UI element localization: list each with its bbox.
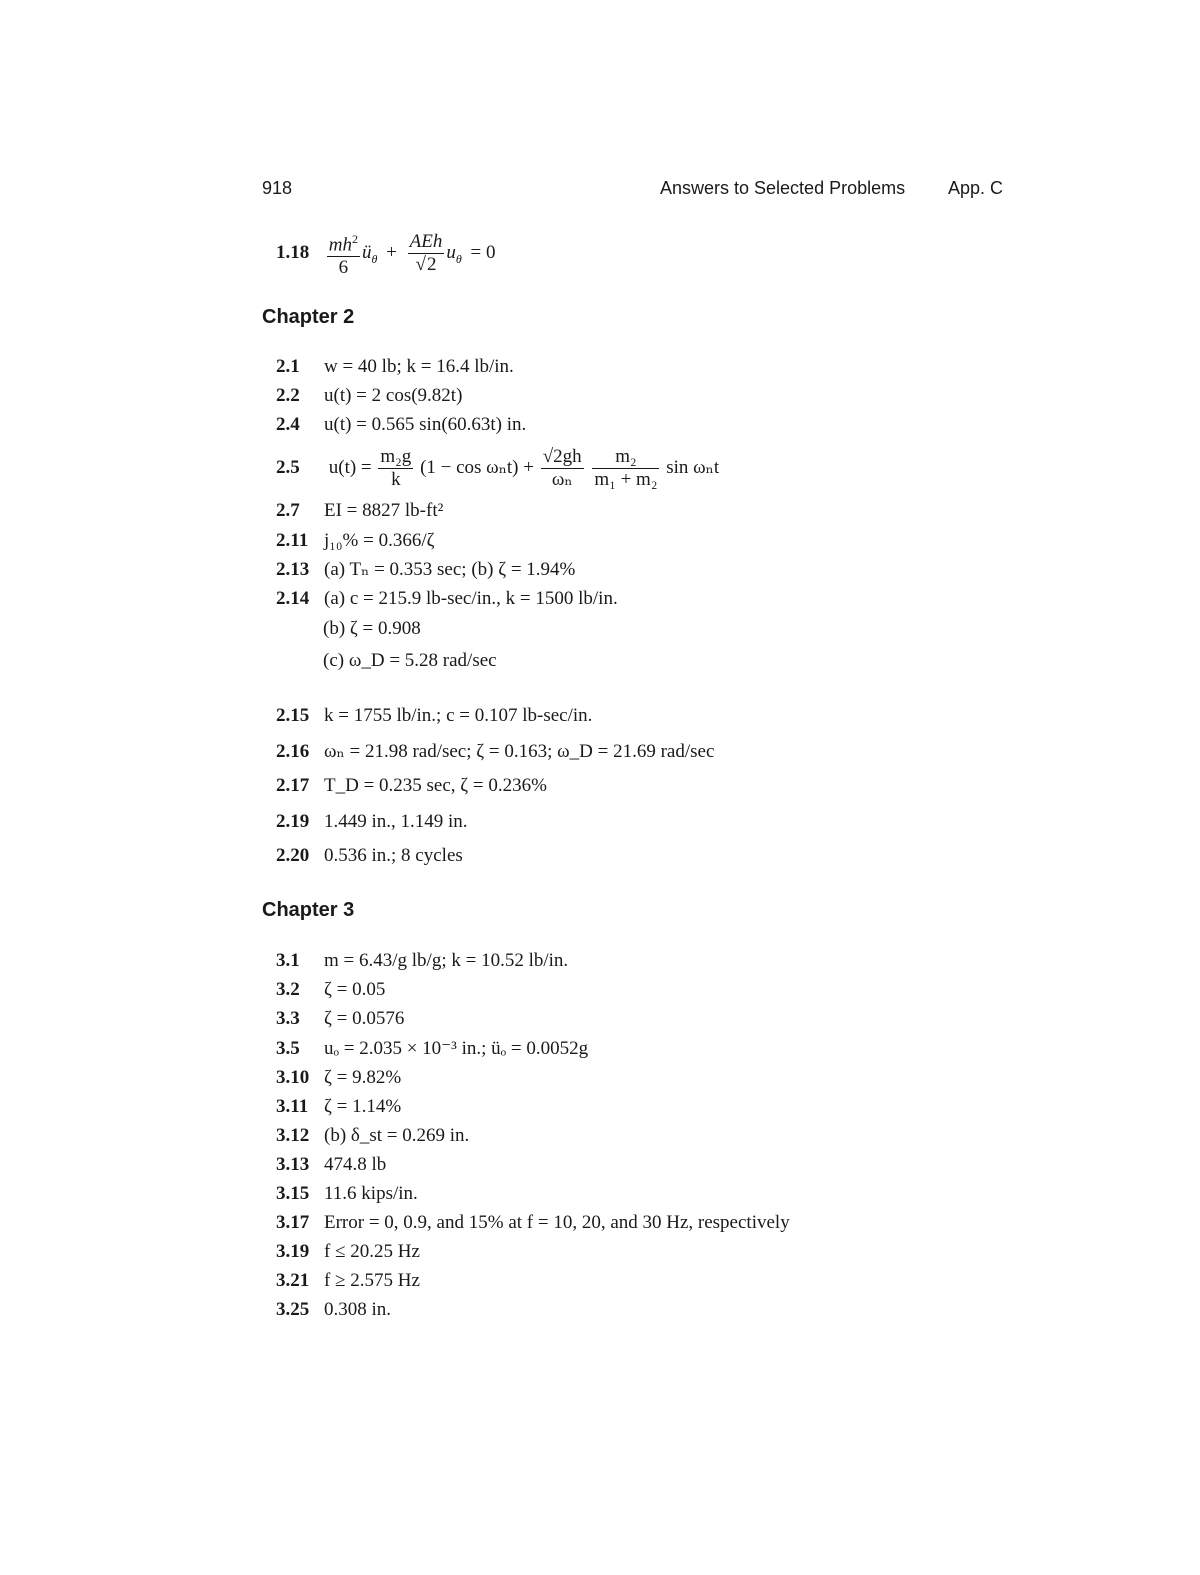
answer-3-12: 3.12 (b) δ_st = 0.269 in. [276,1125,470,1146]
answer-3-15: 3.15 11.6 kips/in. [276,1183,418,1204]
answer-2-14c: (c) ω_D = 5.28 rad/sec [323,650,497,671]
page-number: 918 [262,178,293,198]
answer-3-5: 3.5 uₒ = 2.035 × 10⁻³ in.; üₒ = 0.0052g [276,1038,589,1059]
chapter-3-heading: Chapter 3 [262,899,355,921]
answer-3-1: 3.1 m = 6.43/g lb/g; k = 10.52 lb/in. [276,950,569,971]
answer-3-11: 3.11 ζ = 1.14% [276,1096,402,1117]
answer-number: 1.18 [276,242,310,264]
answer-2-7: 2.7 EI = 8827 lb-ft² [276,500,444,521]
answer-2-5: 2.5 u(t) = $\frac{\text{m₂g}}{k}$ (1 − cos ωₙt) + $\frac{√2gh}{\text{ωₙ}}$ $\frac{\text{m₂}}{\text{m₁ + m₂}}$ sin ωₙt [276,446,720,490]
answer-2-4: 2.4 u(t) = 0.565 sin(60.63t) in. [276,414,527,435]
appendix-label: App. C [948,178,1004,198]
fraction-mh2-over-6: $\frac{mh^2}{6}$ [328,232,358,279]
answer-2-2: 2.2 u(t) = 2 cos(9.82t) [276,385,463,406]
answer-2-1: 2.1 w = 40 lb; k = 16.4 lb/in. [276,356,514,377]
answer-3-3: 3.3 ζ = 0.0576 [276,1008,405,1029]
answer-3-19: 3.19 f ≤ 20.25 Hz [276,1241,420,1262]
answer-3-25: 3.25 0.308 in. [276,1299,392,1320]
answer-3-2: 3.2 ζ = 0.05 [276,979,386,1000]
answer-2-14a: 2.14 (a) c = 215.9 lb-sec/in., k = 1500 lb/in. [276,588,618,609]
answer-2-13: 2.13 (a) Tₙ = 0.353 sec; (b) ζ = 1.94% [276,559,576,580]
answer-3-13: 3.13 474.8 lb [276,1154,387,1175]
answer-1-18: 1.18 $\frac{mh^2}{6}$ $ü_\theta$ + $\frac{\text{AEh}}{√2}$ $u_\theta = 0$ [276,228,495,279]
answer-3-10: 3.10 ζ = 9.82% [276,1067,402,1088]
answer-2-17: 2.17 T_D = 0.235 sec, ζ = 0.236% [276,775,547,796]
answer-2-19: 2.19 1.449 in., 1.149 in. [276,811,468,832]
answer-3-21: 3.21 f ≥ 2.575 Hz [276,1270,420,1291]
answer-2-20: 2.20 0.536 in.; 8 cycles [276,845,463,866]
answer-2-11: 2.11 j₁₀% = 0.366/ζ [276,530,435,551]
chapter-2-heading: Chapter 2 [262,306,355,328]
answer-2-15: 2.15 k = 1755 lb/in.; c = 0.107 lb-sec/in. [276,705,593,726]
answer-3-17: 3.17 Error = 0, 0.9, and 15% at f = 10, 20, and 30 Hz, respectively [276,1212,790,1233]
answer-2-16: 2.16 ωₙ = 21.98 rad/sec; ζ = 0.163; ω_D = 21.69 rad/sec [276,741,715,762]
running-title: Answers to Selected Problems [660,178,906,198]
answer-2-14b: (b) ζ = 0.908 [323,618,421,639]
fraction-aeh-over-root2: $\frac{\text{AEh}}{√2}$ [409,231,443,276]
fraction-sqrt2gh-over-omega: $\frac{√2gh}{\text{ωₙ}}$ [542,446,582,490]
fraction-mass-ratio: $\frac{\text{m₂}}{\text{m₁ + m₂}}$ [594,446,658,490]
fraction-m2g-over-k: $\frac{\text{m₂g}}{k}$ [380,446,412,490]
